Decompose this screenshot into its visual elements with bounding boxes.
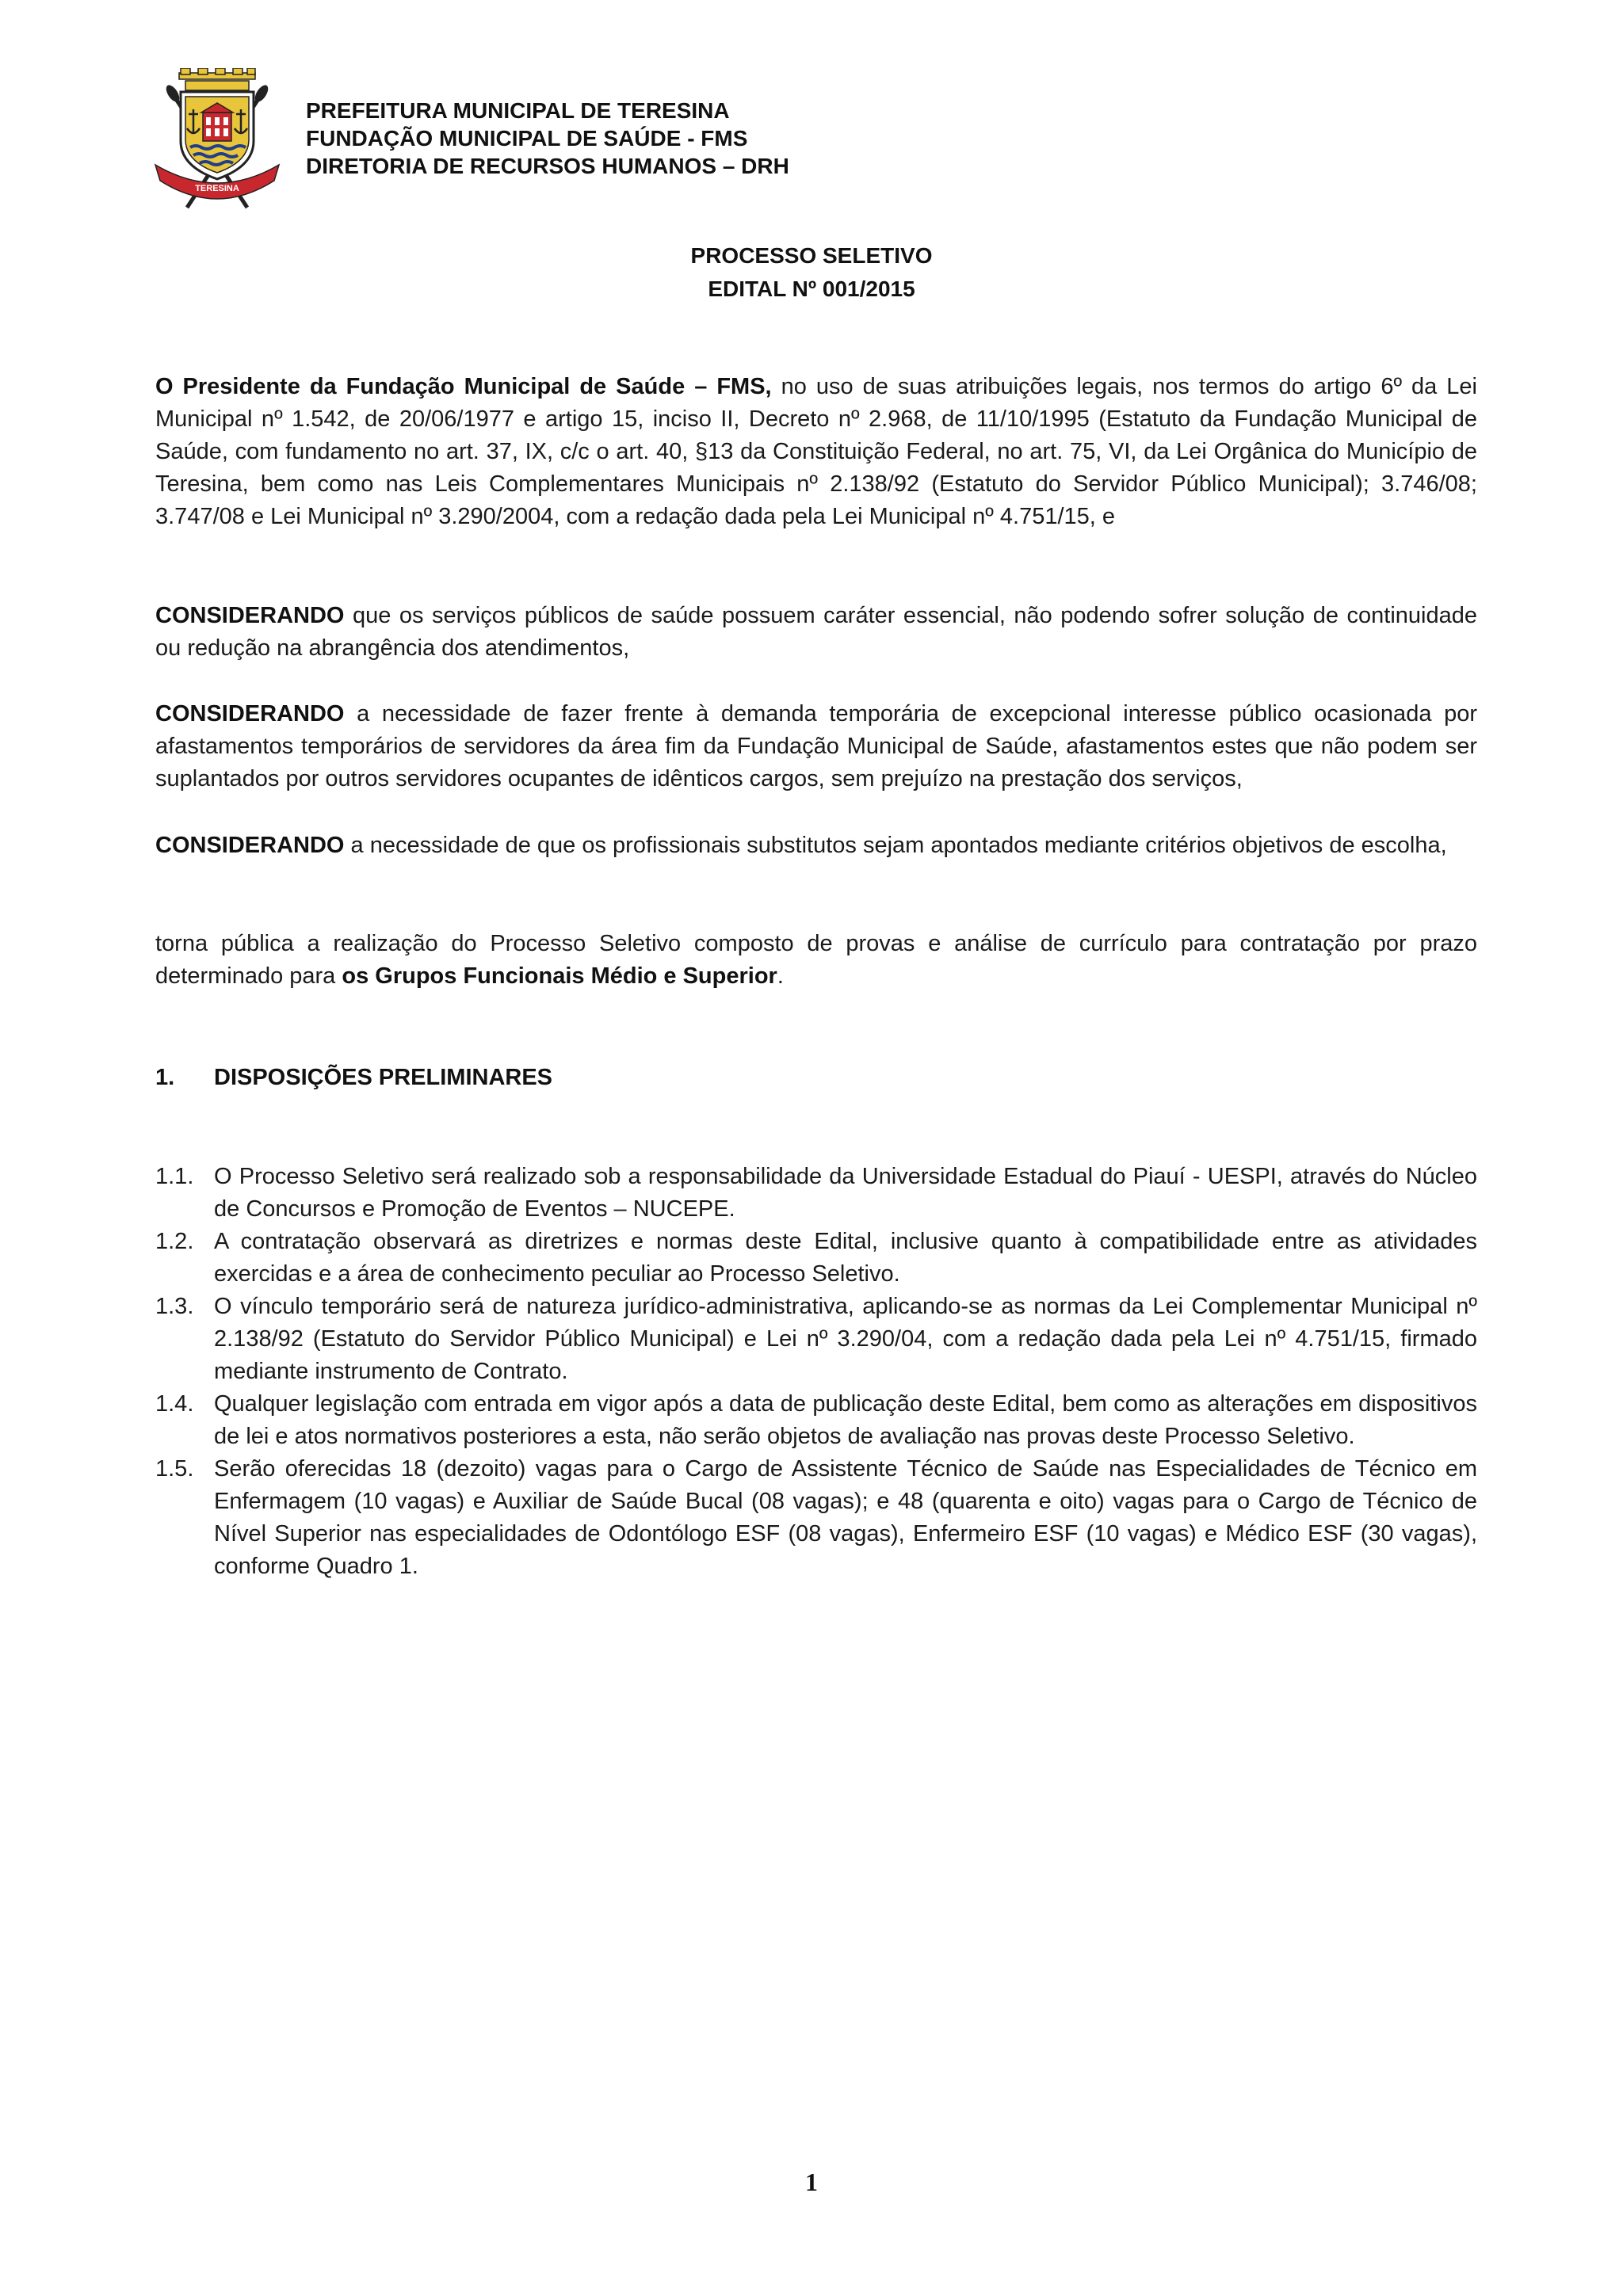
item-text: O Processo Seletivo será realizado sob a responsabilidade da Universidade Estadual do Piauí - UESPI, através do Núcleo de Concursos e Promoção de Eventos – NUCEPE. [214, 1164, 1477, 1222]
item-number: 1.3. [155, 1294, 194, 1319]
item-text: Qualquer legislação com entrada em vigor após a data de publicação deste Edital, bem como as alterações em dispositivos de lei e atos normativos posteriores a esta, não serão objetos de avaliação nas provas deste Processo Seletivo. [214, 1391, 1477, 1449]
header-line-prefeitura: PREFEITURA MUNICIPAL DE TERESINA [306, 98, 730, 123]
item-text: A contratação observará as diretrizes e normas deste Edital, inclusive quanto à compatibilidade entre as atividades exercidas e a área de conhecimento peculiar ao Processo Seletivo. [214, 1229, 1477, 1287]
torna-end: . [777, 963, 784, 989]
item-number: 1.2. [155, 1229, 194, 1254]
section-number: 1. [155, 1065, 175, 1090]
section-title: DISPOSIÇÕES PRELIMINARES [214, 1065, 553, 1090]
considerando-text: a necessidade de que os profissionais substitutos sejam apontados mediante critérios objetivos de escolha, [344, 833, 1447, 858]
page-number: 1 [805, 2168, 818, 2196]
torna-publica-paragraph [155, 928, 1477, 993]
considerando-text: a necessidade de fazer frente à demanda temporária de excepcional interesse público ocasionada por afastamentos temporários de servidores da área fim da Fundação Municipal de Saúde, afastamentos estes que não podem ser suplantados por outros servidores ocupantes de idênticos cargos, sem prejuízo na prestação dos serviços, [155, 701, 1477, 791]
list-item [155, 1226, 1477, 1291]
torna-bold: os Grupos Funcionais Médio e Superior [342, 963, 777, 989]
considerando-text: que os serviços públicos de saúde possuem caráter essencial, não podendo sofrer solução de continuidade ou redução na abrangência dos atendimentos, [155, 603, 1477, 661]
item-number: 1.4. [155, 1391, 194, 1417]
item-text: Serão oferecidas 18 (dezoito) vagas para o Cargo de Assistente Técnico de Saúde nas Especialidades de Técnico em Enfermagem (10 vagas) e Auxiliar de Saúde Bucal (08 vagas); e 48 (quarenta e oito) vagas para o Cargo de Técnico de Nível Superior nas especialidades de Odontólogo ESF (08 vagas), Enfermeiro ESF (10 vagas) e Médico ESF (30 vagas), conforme Quadro 1. [214, 1456, 1477, 1579]
item-text: O vínculo temporário será de natureza jurídico-administrativa, aplicando-se as normas da Lei Complementar Municipal nº 2.138/92 (Estatuto do Servidor Público Municipal) e Lei nº 3.290/04, com a redação dada pela Lei nº 4.751/15, firmado mediante instrumento de Contrato. [214, 1294, 1477, 1384]
institution-header [306, 97, 789, 180]
header-line-fundacao: FUNDAÇÃO MUNICIPAL DE SAÚDE - FMS [306, 126, 748, 151]
section-items-list [155, 1161, 1477, 1583]
title-edital-number: EDITAL Nº 001/2015 [708, 277, 915, 301]
considerando-paragraph [155, 698, 1477, 795]
item-number: 1.1. [155, 1164, 194, 1189]
considerando-paragraph [155, 600, 1477, 665]
intro-paragraph [155, 371, 1477, 533]
section-heading [155, 1062, 552, 1094]
banner-text: TERESINA [195, 184, 239, 193]
considerando-paragraph [155, 830, 1477, 862]
torna-text: torna pública a realização do Processo Seletivo composto de provas e análise de currículo para contratação por prazo determinado para [155, 931, 1477, 989]
item-number: 1.5. [155, 1456, 194, 1482]
list-item [155, 1161, 1477, 1226]
list-item [155, 1453, 1477, 1583]
intro-text: no uso de suas atribuições legais, nos termos do artigo 6º da Lei Municipal nº 1.542, de 20/06/1977 e artigo 15, inciso II, Decreto nº 2.968, de 11/10/1995 (Estatuto da Fundação Municipal de Saúde, com fundamento no art. 37, IX, c/c o art. 40, §13 da Constituição Federal, no art. 75, VI, da Lei Orgânica do Município de Teresina, bem como nas Leis Complementares Municipais nº 2.138/92 (Estatuto do Servidor Público Municipal); 3.746/08; 3.747/08 e Lei Municipal nº 3.290/2004, com a redação dada pela Lei Municipal nº 4.751/15, e [155, 374, 1477, 529]
list-item [155, 1388, 1477, 1453]
intro-lead: O Presidente da Fundação Municipal de Saúde – FMS, [155, 374, 772, 399]
document-title [0, 239, 1623, 306]
considerando-lead: CONSIDERANDO [155, 603, 345, 628]
municipal-coat-of-arms-icon [154, 68, 281, 212]
coat-of-arms-logo [154, 68, 281, 212]
header-line-diretoria: DIRETORIA DE RECURSOS HUMANOS – DRH [306, 154, 789, 178]
list-item [155, 1291, 1477, 1388]
considerando-lead: CONSIDERANDO [155, 701, 345, 727]
considerando-lead: CONSIDERANDO [155, 833, 345, 858]
title-processo-seletivo: PROCESSO SELETIVO [690, 243, 933, 268]
